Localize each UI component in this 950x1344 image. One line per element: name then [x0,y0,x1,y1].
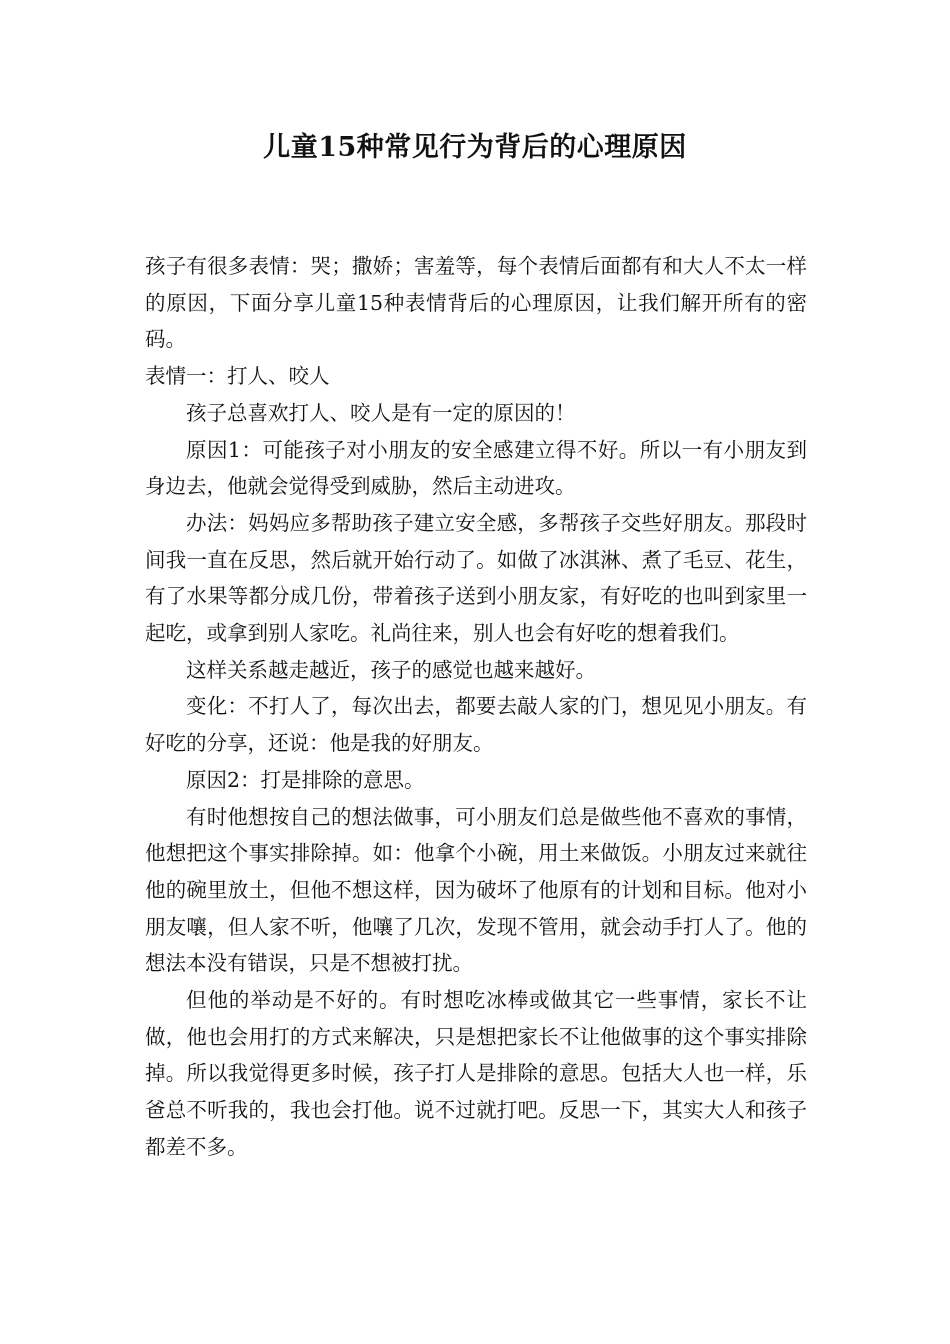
paragraph-reason-1: 原因1：可能孩子对小朋友的安全感建立得不好。所以一有小朋友到身边去，他就会觉得受到威胁，然后主动进攻。 [145,437,807,499]
paragraph: 这样关系越走越近，孩子的感觉也越来越好。 [186,657,596,682]
paragraph-method: 办法：妈妈应多帮助孩子建立安全感，多帮孩子交些好朋友。那段时间我一直在反思，然后就开始行动了。如做了冰淇淋、煮了毛豆、花生，有了水果等都分成几份，带着孩子送到小朋友家，有好吃的也叫到家里一起吃，或拿到别人家吃。礼尚往来，别人也会有好吃的想着我们。 [145,510,807,646]
document-title: 儿童15种常见行为背后的心理原因 [263,132,687,163]
paragraph: 但他的举动是不好的。有时想吃冰棒或做其它一些事情，家长不让做，他也会用打的方式来解决，只是想把家长不让他做事的这个事实排除掉。所以我觉得更多时候，孩子打人是排除的意思。包括大人也一样，乐爸总不听我的，我也会打他。说不过就打吧。反思一下，其实大人和孩子都差不多。 [145,988,807,1159]
paragraph-change: 变化：不打人了，每次出去，都要去敲人家的门，想见见小朋友。有好吃的分享，还说：他是我的好朋友。 [145,694,807,756]
section-heading-expression-one: 表情一：打人、咬人 [145,364,330,389]
paragraph: 孩子总喜欢打人、咬人是有一定的原因的！ [186,400,576,425]
paragraph: 有时他想按自己的想法做事，可小朋友们总是做些他不喜欢的事情，他想把这个事实排除掉。如：他拿个小碗，用土来做饭。小朋友过来就往他的碗里放土，但他不想这样，因为破坏了他原有的计划和目标。他对小朋友嚷，但人家不听，他嚷了几次，发现不管用，就会动手打人了。他的想法本没有错误，只是不想被打扰。 [145,804,807,976]
document-body [145,248,807,1166]
paragraph-reason-2: 原因2：打是排除的意思。 [186,767,425,792]
paragraph-intro: 孩子有很多表情：哭；撒娇；害羞等，每个表情后面都有和大人不太一样的原因，下面分享儿童15种表情背后的心理原因，让我们解开所有的密码。 [145,254,807,352]
